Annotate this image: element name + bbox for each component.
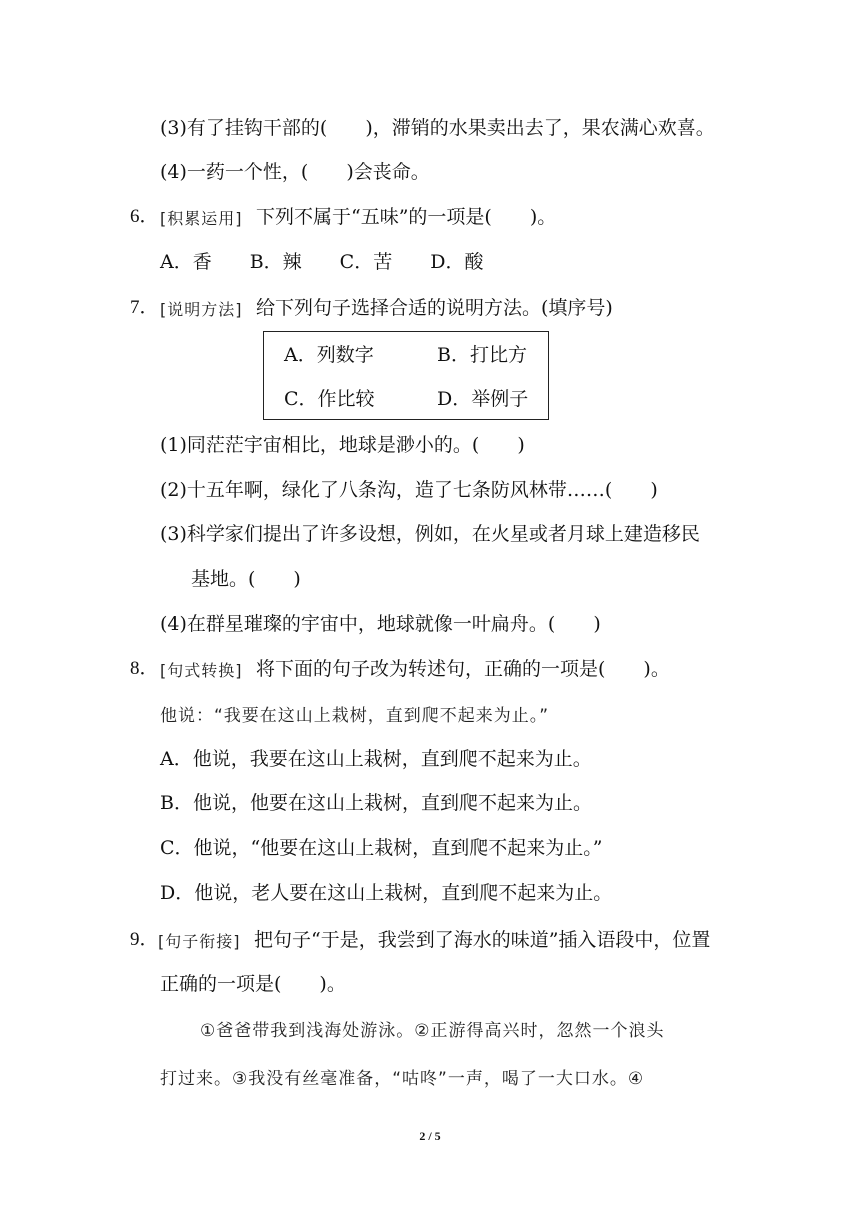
box-option-d: D．举例子 <box>437 388 529 410</box>
q9-question-cont: 正确的一项是( )。 <box>160 973 346 995</box>
box-option-b: B．打比方 <box>437 344 527 366</box>
q8-option-d: D．他说，老人要在这山上栽树，直到爬不起来为止。 <box>160 882 613 904</box>
q8-option-b: B．他说，他要在这山上栽树，直到爬不起来为止。 <box>160 792 592 814</box>
box-option-a: A．列数字 <box>284 344 374 366</box>
q7-item-1: (1)同茫茫宇宙相比，地球是渺小的。( ) <box>160 434 525 456</box>
q5-item-3: (3)有了挂钩干部的( )，滞销的水果卖出去了，果农满心欢喜。 <box>160 117 715 139</box>
page-number: 2 / 5 <box>419 1129 441 1143</box>
q9-tag: [句子衔接] <box>158 932 241 951</box>
q8-number: 8． <box>130 658 159 679</box>
q6-options: A．香 B．辣 C．苦 D．酸 <box>160 251 484 273</box>
q8-tag: [句式转换] <box>160 661 243 680</box>
q7-tag: [说明方法] <box>160 300 243 319</box>
options-box <box>263 331 549 420</box>
q6-number: 6． <box>130 206 159 227</box>
q8-option-a: A．他说，我要在这山上栽树，直到爬不起来为止。 <box>160 748 592 770</box>
q8-option-c: C．他说，“他要在这山上栽树，直到爬不起来为止。” <box>160 837 603 859</box>
q9-question: 把句子“于是，我尝到了海水的味道”插入语段中，位置 <box>254 929 711 951</box>
q7-number: 7． <box>130 297 159 318</box>
q9-number: 9． <box>130 929 159 950</box>
q6-tag: [积累运用] <box>160 209 243 228</box>
box-option-c: C．作比较 <box>284 388 375 410</box>
q7-item-4: (4)在群星璀璨的宇宙中，地球就像一叶扁舟。( ) <box>160 613 601 635</box>
q8-quote: 他说：“我要在这山上栽树，直到爬不起来为止。” <box>160 706 550 726</box>
q9-passage-line-1: ①爸爸带我到浅海处游泳。②正游得高兴时，忽然一个浪头 <box>200 1021 665 1041</box>
q7-item-2: (2)十五年啊，绿化了八条沟，造了七条防风林带……( ) <box>160 479 658 501</box>
q7-item-3: (3)科学家们提出了许多设想，例如，在火星或者月球上建造移民 <box>160 523 700 545</box>
q6-question: 下列不属于“五味”的一项是( )。 <box>256 206 557 228</box>
q7-item-3-cont: 基地。( ) <box>191 568 301 590</box>
q7-question: 给下列句子选择合适的说明方法。(填序号) <box>256 297 613 319</box>
q5-item-4: (4)一药一个性，( )会丧命。 <box>160 161 430 183</box>
q9-passage-line-2: 打过来。③我没有丝毫准备，“咕咚”一声，喝了一大口水。④ <box>160 1069 645 1089</box>
q8-question: 将下面的句子改为转述句，正确的一项是( )。 <box>256 658 670 680</box>
